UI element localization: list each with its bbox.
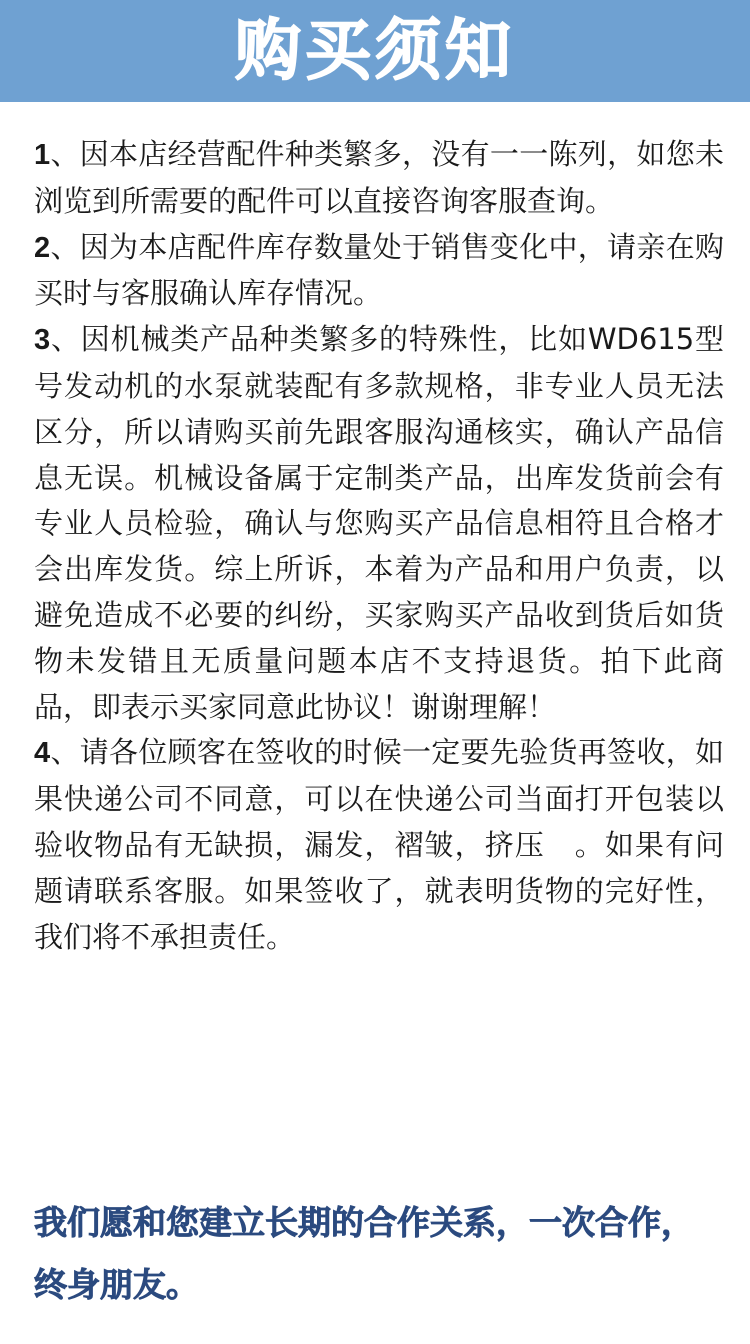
notice-item-number: 3 xyxy=(34,324,51,357)
closing-statement: 我们愿和您建立长期的合作关系，一次合作，终身朋友。 xyxy=(34,1203,694,1304)
notice-item-text: 、请各位顾客在签收的时候一定要先验货再签收，如果快递公司不同意，可以在快递公司当面打开包装以验收物品有无缺损，漏发，褶皱，挤压 。如果有问题请联系客服。如果签收了，就表明货物的完好性，我们将不承担责任。 xyxy=(34,735,724,954)
notice-item-number: 4 xyxy=(34,737,51,770)
notice-item-number: 2 xyxy=(34,231,51,264)
notice-item-number: 1 xyxy=(34,139,51,171)
page-title: 购买须知 xyxy=(235,12,515,89)
notice-item-text: 、因机械类产品种类繁多的特殊性，比如WD615型号发动机的水泵就装配有多款规格，非专业人员无法区分，所以请购买前先跟客服沟通核实，确认产品信息无误。机械设备属于定制类产品，出库发货前会有专业人员检验，确认与您购买产品信息相符且合格才会出库发货。综上所诉，本着为产品和用户负责，以避免造成不必要的纠纷，买家购买产品收到货后如货物未发错且无质量问题本店不支持退货。拍下此商品，即表示买家同意此协议！谢谢理解！ xyxy=(34,322,724,724)
notice-item-text: 、因本店经营配件种类繁多，没有一一陈列，如您未浏览到所需要的配件可以直接咨询客服查询。 xyxy=(34,137,724,218)
notice-item-text: 、因为本店配件库存数量处于销售变化中，请亲在购买时与客服确认库存情况。 xyxy=(34,229,724,311)
notice-list xyxy=(34,132,724,960)
title-banner xyxy=(0,0,750,102)
notice-item-1 xyxy=(34,132,724,225)
notice-item-3 xyxy=(34,317,724,730)
notice-item-4 xyxy=(34,730,724,960)
notice-item-2 xyxy=(34,225,724,318)
